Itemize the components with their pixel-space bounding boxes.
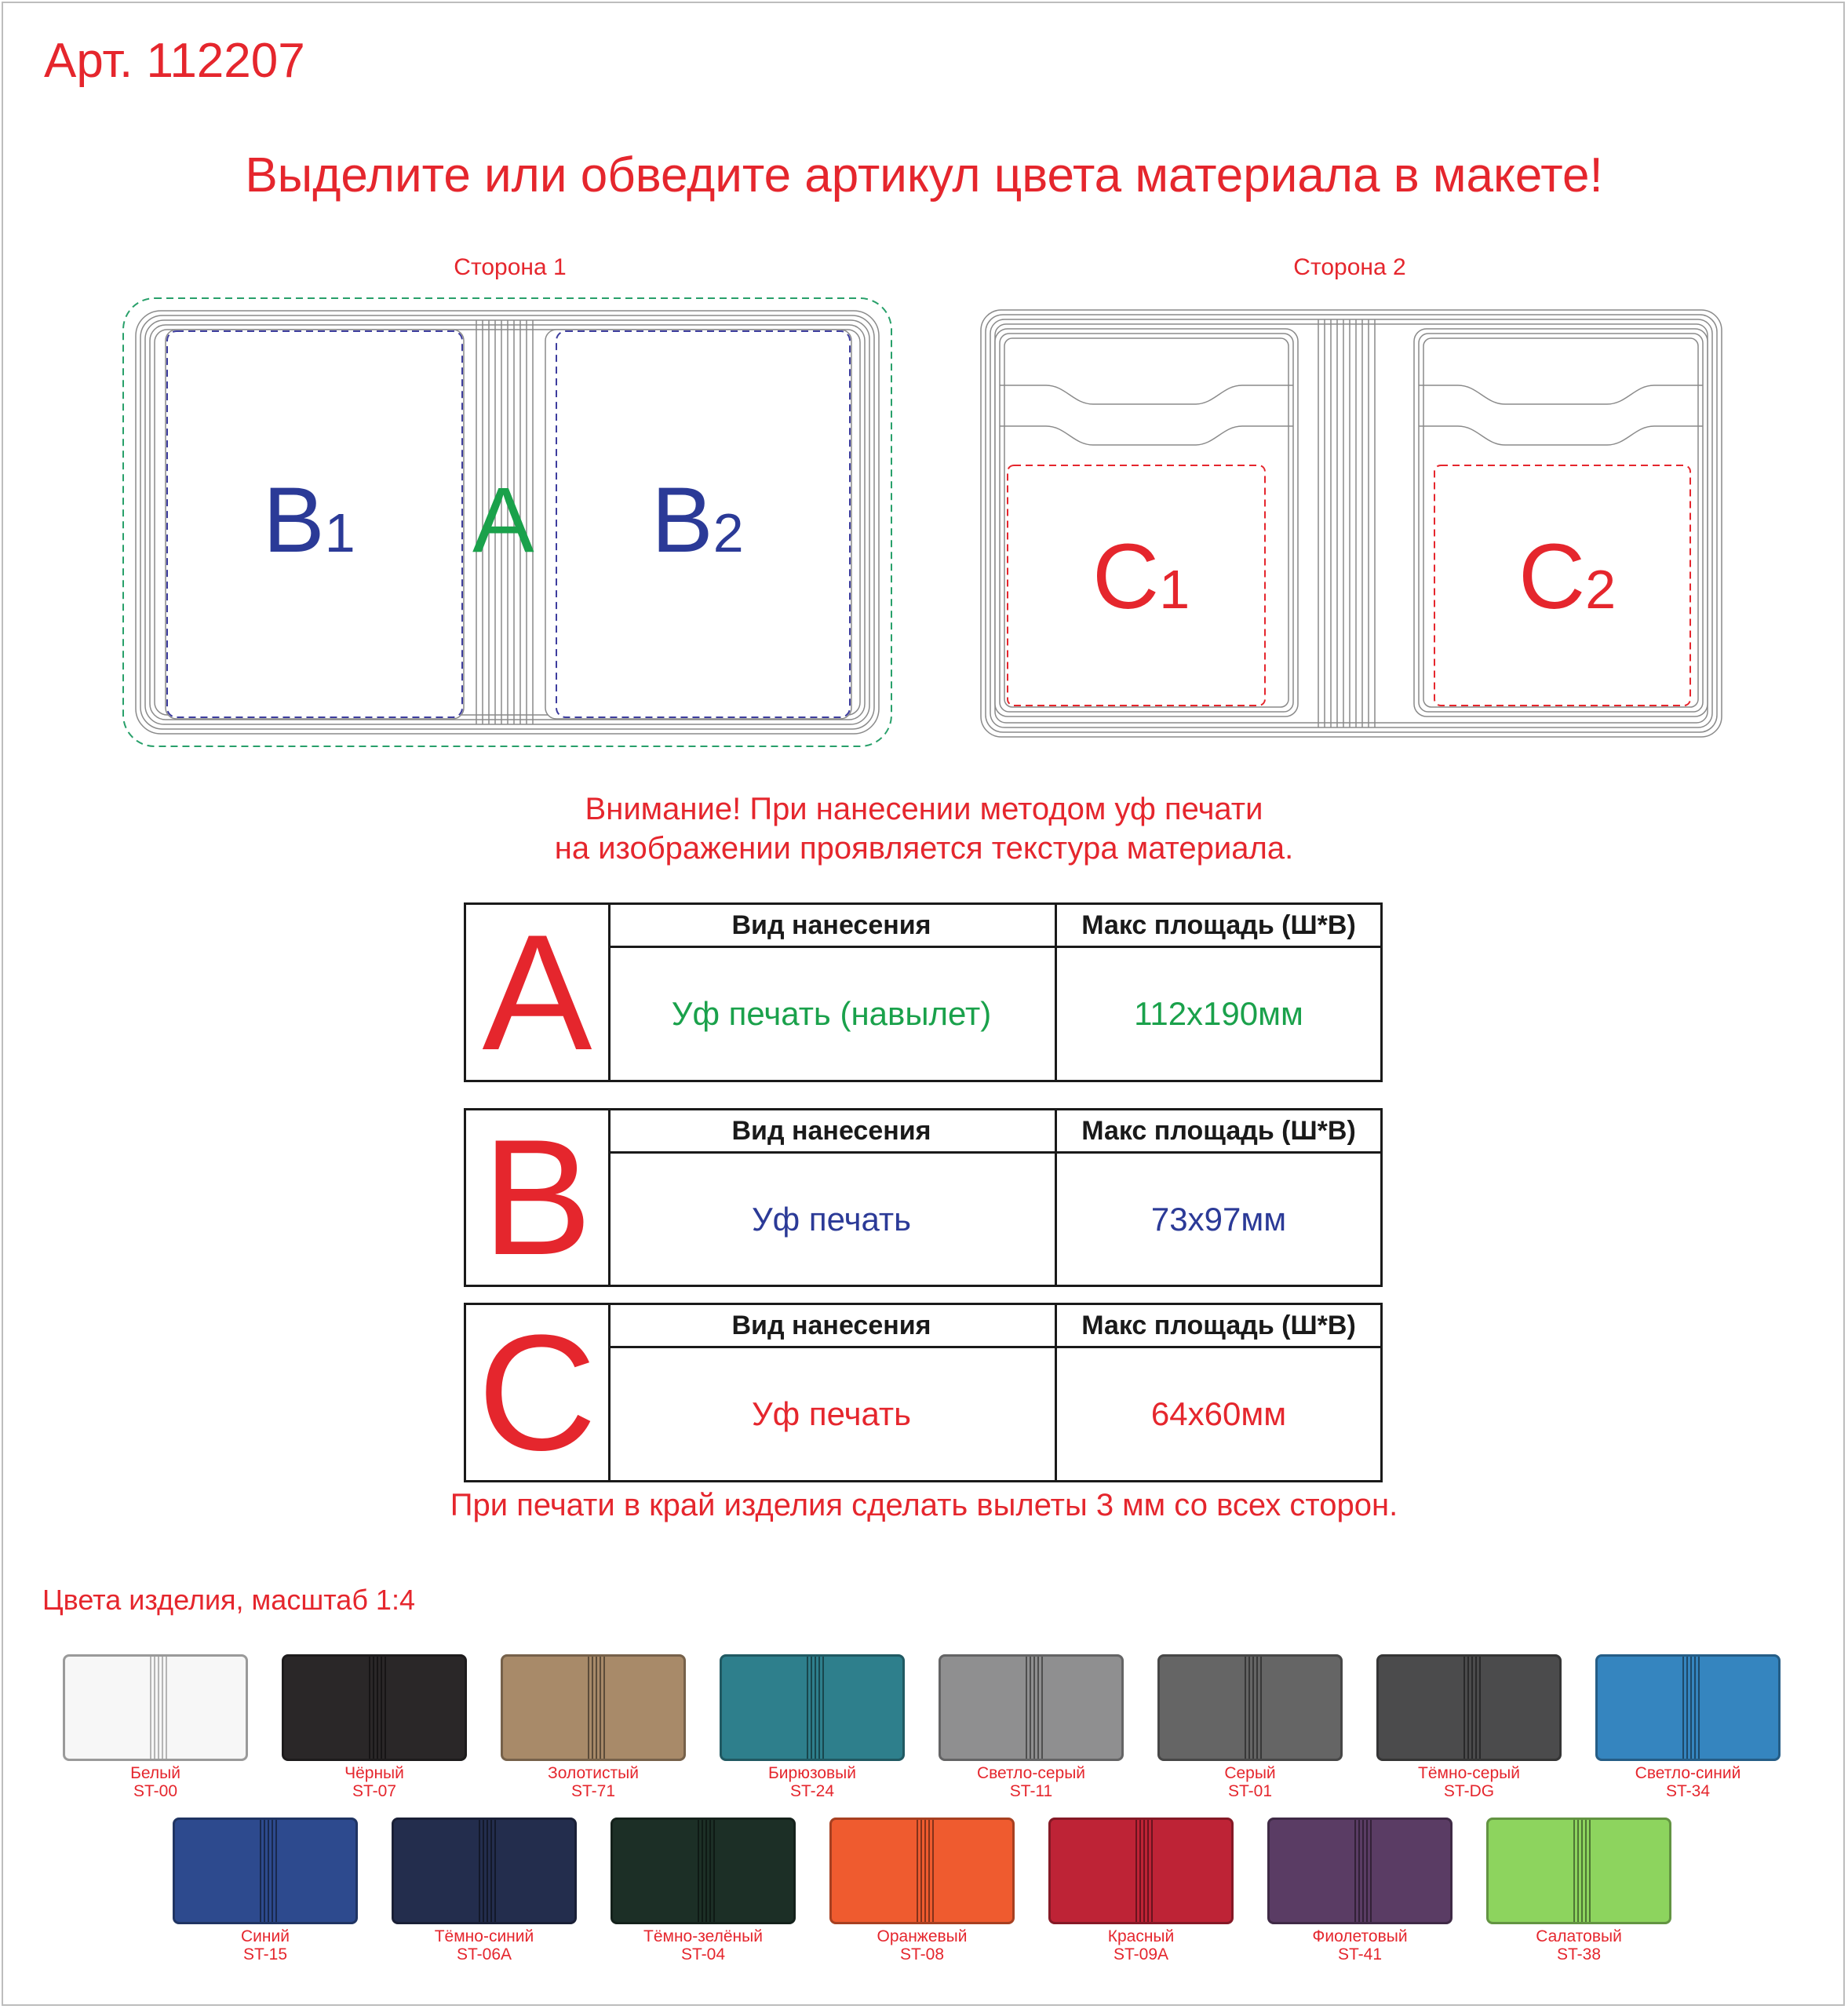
swatch-color-name: Красный xyxy=(1107,1927,1175,1945)
swatch-spine xyxy=(1463,1657,1481,1759)
zone-a-label: A xyxy=(472,469,534,572)
area-value: 73х97мм xyxy=(1150,1200,1287,1238)
headline: Выделите или обведите артикул цвета материала в макете! xyxy=(245,148,1603,202)
article-number: Арт. 112207 xyxy=(44,34,305,88)
swatch-spine xyxy=(588,1657,605,1759)
swatch-label xyxy=(1376,1764,1562,1800)
color-swatch xyxy=(501,1654,686,1761)
color-swatch xyxy=(392,1818,577,1924)
color-swatch-item xyxy=(1595,1654,1781,1800)
swatch-spine xyxy=(1573,1820,1591,1922)
method-header: Вид нанесения xyxy=(608,1305,1057,1348)
color-swatch xyxy=(63,1654,248,1761)
color-swatch-item xyxy=(1267,1818,1453,1963)
method-value: Уф печать xyxy=(608,1154,1057,1285)
swatch-color-name: Серый xyxy=(1224,1764,1276,1782)
area-header: Макс площадь (Ш*В) xyxy=(1057,905,1380,948)
bleed-note: При печати в край изделия сделать вылеты 3 мм со всех сторон. xyxy=(450,1488,1398,1522)
color-swatch xyxy=(1486,1818,1671,1924)
swatch-label xyxy=(1157,1764,1343,1800)
swatch-color-name: Светло-синий xyxy=(1635,1764,1741,1782)
method-header: Вид нанесения xyxy=(608,1110,1057,1154)
swatch-label xyxy=(1048,1927,1234,1963)
color-swatch-item xyxy=(1376,1654,1562,1800)
swatch-color-name: Синий xyxy=(241,1927,290,1945)
swatch-color-code: ST-01 xyxy=(1227,1782,1273,1800)
swatch-label xyxy=(282,1764,467,1800)
swatch-color-code: ST-24 xyxy=(789,1782,835,1800)
zone-c1-label: C1 xyxy=(1092,525,1190,629)
color-swatch-item xyxy=(1048,1818,1234,1963)
color-swatch xyxy=(1157,1654,1343,1761)
swatch-label xyxy=(392,1927,577,1963)
swatch-label xyxy=(939,1764,1124,1800)
swatch-color-name: Тёмно-синий xyxy=(434,1927,534,1945)
swatch-color-code: ST-08 xyxy=(899,1945,945,1963)
swatch-color-name: Бирюзовый xyxy=(768,1764,856,1782)
color-swatch-item xyxy=(611,1818,796,1963)
swatch-label xyxy=(1267,1927,1453,1963)
side1-label: Сторона 1 xyxy=(454,254,567,280)
colors-title: Цвета изделия, масштаб 1:4 xyxy=(42,1584,415,1616)
swatch-color-code: ST-07 xyxy=(352,1782,397,1800)
table-c xyxy=(464,1300,1383,1485)
swatch-spine xyxy=(479,1820,496,1922)
color-swatch xyxy=(939,1654,1124,1761)
swatch-spine xyxy=(807,1657,824,1759)
area-value: 112х190мм xyxy=(1134,995,1303,1032)
color-swatch-item xyxy=(392,1818,577,1963)
swatch-label xyxy=(63,1764,248,1800)
attention-line-2: на изображении проявляется текстура материала. xyxy=(554,831,1294,866)
color-swatch-item xyxy=(939,1654,1124,1800)
side2-diagram xyxy=(979,308,1723,738)
color-swatch xyxy=(173,1818,358,1924)
color-swatch-item xyxy=(63,1654,248,1800)
swatch-color-code: ST-15 xyxy=(242,1945,288,1963)
method-value: Уф печать (навылет) xyxy=(608,948,1057,1080)
color-swatch-item xyxy=(1157,1654,1343,1800)
color-swatch xyxy=(1048,1818,1234,1924)
swatch-spine xyxy=(1245,1657,1262,1759)
color-swatch xyxy=(1376,1654,1562,1761)
swatch-color-name: Фиолетовый xyxy=(1312,1927,1408,1945)
color-swatch xyxy=(611,1818,796,1924)
swatch-color-name: Оранжевый xyxy=(877,1927,968,1945)
zone-c2-label: C2 xyxy=(1518,525,1617,629)
swatch-label xyxy=(720,1764,905,1800)
swatch-label xyxy=(173,1927,358,1963)
color-swatch xyxy=(282,1654,467,1761)
attention-note xyxy=(0,789,1848,868)
color-swatch xyxy=(720,1654,905,1761)
swatch-color-code: ST-71 xyxy=(570,1782,616,1800)
area-header: Макс площадь (Ш*В) xyxy=(1057,1110,1380,1154)
table-letter: B xyxy=(466,1110,611,1285)
color-swatch-item xyxy=(829,1818,1015,1963)
swatch-spine xyxy=(369,1657,386,1759)
table-letter: C xyxy=(466,1305,611,1480)
swatch-color-code: ST-41 xyxy=(1337,1945,1383,1963)
swatch-label xyxy=(1595,1764,1781,1800)
swatch-color-name: Чёрный xyxy=(344,1764,404,1782)
swatch-label xyxy=(501,1764,686,1800)
swatch-color-code: ST-11 xyxy=(1009,1782,1053,1800)
color-swatch xyxy=(1267,1818,1453,1924)
swatch-color-name: Салатовый xyxy=(1536,1927,1622,1945)
swatch-spine xyxy=(698,1820,715,1922)
swatch-spine xyxy=(260,1820,277,1922)
table-letter: A xyxy=(466,905,611,1080)
color-swatch-item xyxy=(282,1654,467,1800)
swatch-color-code: ST-06A xyxy=(456,1945,512,1963)
swatch-color-name: Белый xyxy=(130,1764,180,1782)
color-swatch-item xyxy=(720,1654,905,1800)
swatch-spine xyxy=(1026,1657,1043,1759)
swatch-color-name: Светло-серый xyxy=(976,1764,1086,1782)
swatch-spine xyxy=(1135,1820,1153,1922)
color-swatch-item xyxy=(1486,1818,1671,1963)
side2-label: Сторона 2 xyxy=(1293,254,1406,280)
swatch-color-code: ST-34 xyxy=(1665,1782,1711,1800)
swatch-color-code: ST-38 xyxy=(1556,1945,1602,1963)
swatch-spine xyxy=(1682,1657,1700,1759)
table-a xyxy=(464,899,1383,1085)
swatch-label xyxy=(829,1927,1015,1963)
attention-line-1: Внимание! При нанесении методом уф печати xyxy=(585,792,1263,826)
color-swatch-item xyxy=(501,1654,686,1800)
color-swatch xyxy=(829,1818,1015,1924)
swatch-spine xyxy=(917,1820,934,1922)
zone-b1-label: B1 xyxy=(263,469,355,572)
swatch-color-code: ST-DG xyxy=(1443,1782,1495,1800)
swatch-color-name: Тёмно-зелёный xyxy=(643,1927,763,1945)
method-value: Уф печать xyxy=(608,1348,1057,1480)
area-value: 64х60мм xyxy=(1150,1395,1287,1432)
swatch-color-name: Тёмно-серый xyxy=(1418,1764,1520,1782)
color-swatch xyxy=(1595,1654,1781,1761)
color-swatch-item xyxy=(173,1818,358,1963)
swatch-color-code: ST-09A xyxy=(1113,1945,1169,1963)
zone-b2-label: B2 xyxy=(651,469,744,572)
swatch-color-code: ST-04 xyxy=(680,1945,726,1963)
method-header: Вид нанесения xyxy=(608,905,1057,948)
table-b xyxy=(464,1105,1383,1289)
swatch-label xyxy=(611,1927,796,1963)
swatch-label xyxy=(1486,1927,1671,1963)
swatch-color-code: ST-00 xyxy=(133,1782,178,1800)
swatch-spine xyxy=(1354,1820,1372,1922)
area-header: Макс площадь (Ш*В) xyxy=(1057,1305,1380,1348)
swatch-spine xyxy=(150,1657,167,1759)
swatch-color-name: Золотистый xyxy=(548,1764,639,1782)
